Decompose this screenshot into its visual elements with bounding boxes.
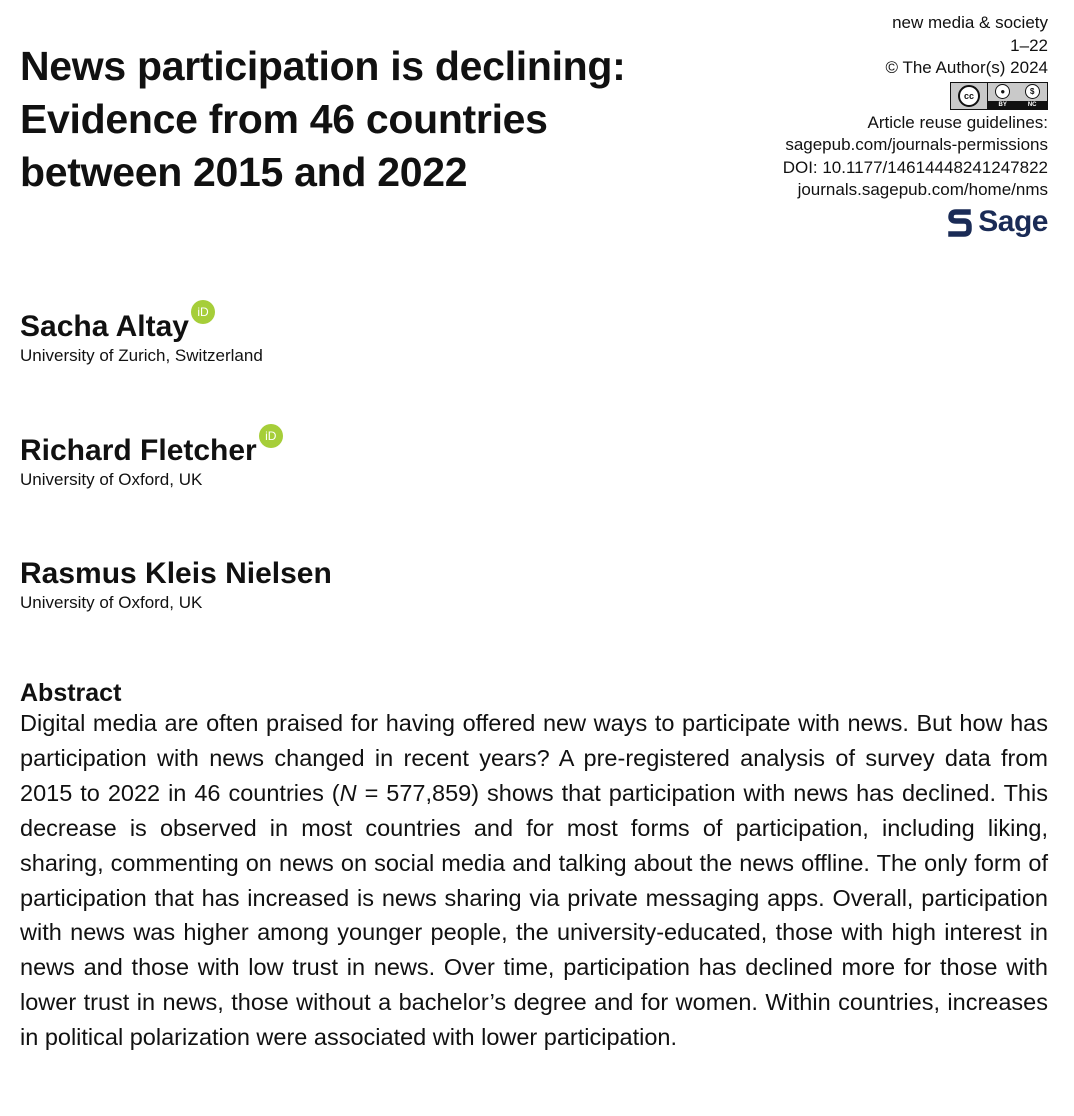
orcid-icon[interactable]: iD [191,300,215,324]
orcid-icon[interactable]: iD [259,424,283,448]
journal-name: new media & society [892,13,1048,32]
author-block [20,429,283,492]
abstract-body [20,706,1048,1055]
title-line: News participation is declining: [20,43,626,89]
sage-logo[interactable] [948,205,1048,239]
title-line: Evidence from 46 countries [20,96,548,142]
abstract-text: Digital media are often praised for having offered new ways to participate with news. But how has participation with news changed in recent years? A pre-registered analysis of survey data from 2015 to 2022 in 46 countries ( [20,710,1048,806]
journal-meta [688,12,1048,244]
abstract-heading: Abstract [20,679,122,707]
author-block [20,557,332,615]
cc-by-nc-icon[interactable]: cc ● $ BY NC [950,82,1048,110]
reuse-link[interactable]: sagepub.com/journals-permissions [785,135,1048,154]
sage-s-icon [948,208,972,238]
author-block [20,305,263,368]
no-dollar-icon: $ [1025,84,1040,99]
author-name: Richard Fletcher [20,434,257,467]
publisher-name: Sage [978,205,1048,239]
author-affiliation: University of Zurich, Switzerland [20,346,263,365]
author-affiliation: University of Oxford, UK [20,470,203,489]
author-name: Rasmus Kleis Nielsen [20,557,332,590]
abstract-text: ) shows that participation with news has declined. This decrease is observed in most countries and for most forms of participation, including liking, sharing, commenting on news on social media and talking about the news offline. The only form of participation that has increased is news sharing via private messaging apps. Overall, participation with news was higher among younger people, the university-educated, those with high interest in news and those with low trust in news. Over time, participation has declined more for those with lower trust in news, those without a bachelor’s degree and for women. Within countries, increases in political polarization were associated with lower participation. [20,779,1048,1051]
person-icon: ● [995,84,1010,99]
reuse-label: Article reuse guidelines: [867,112,1048,132]
doi[interactable]: DOI: 10.1177/14614448241247822 [782,157,1048,177]
page-range: 1–22 [1010,35,1048,55]
copyright: © The Author(s) 2024 [885,58,1048,77]
abstract-section [20,680,1048,1055]
journal-home-link[interactable]: journals.sagepub.com/home/nms [797,180,1048,199]
sample-size-value: = 577,859 [356,779,472,806]
sample-size-symbol: N [339,779,357,806]
author-affiliation: University of Oxford, UK [20,593,203,612]
author-name: Sacha Altay [20,310,189,343]
title-line: between 2015 and 2022 [20,149,468,195]
article-title [20,40,720,199]
